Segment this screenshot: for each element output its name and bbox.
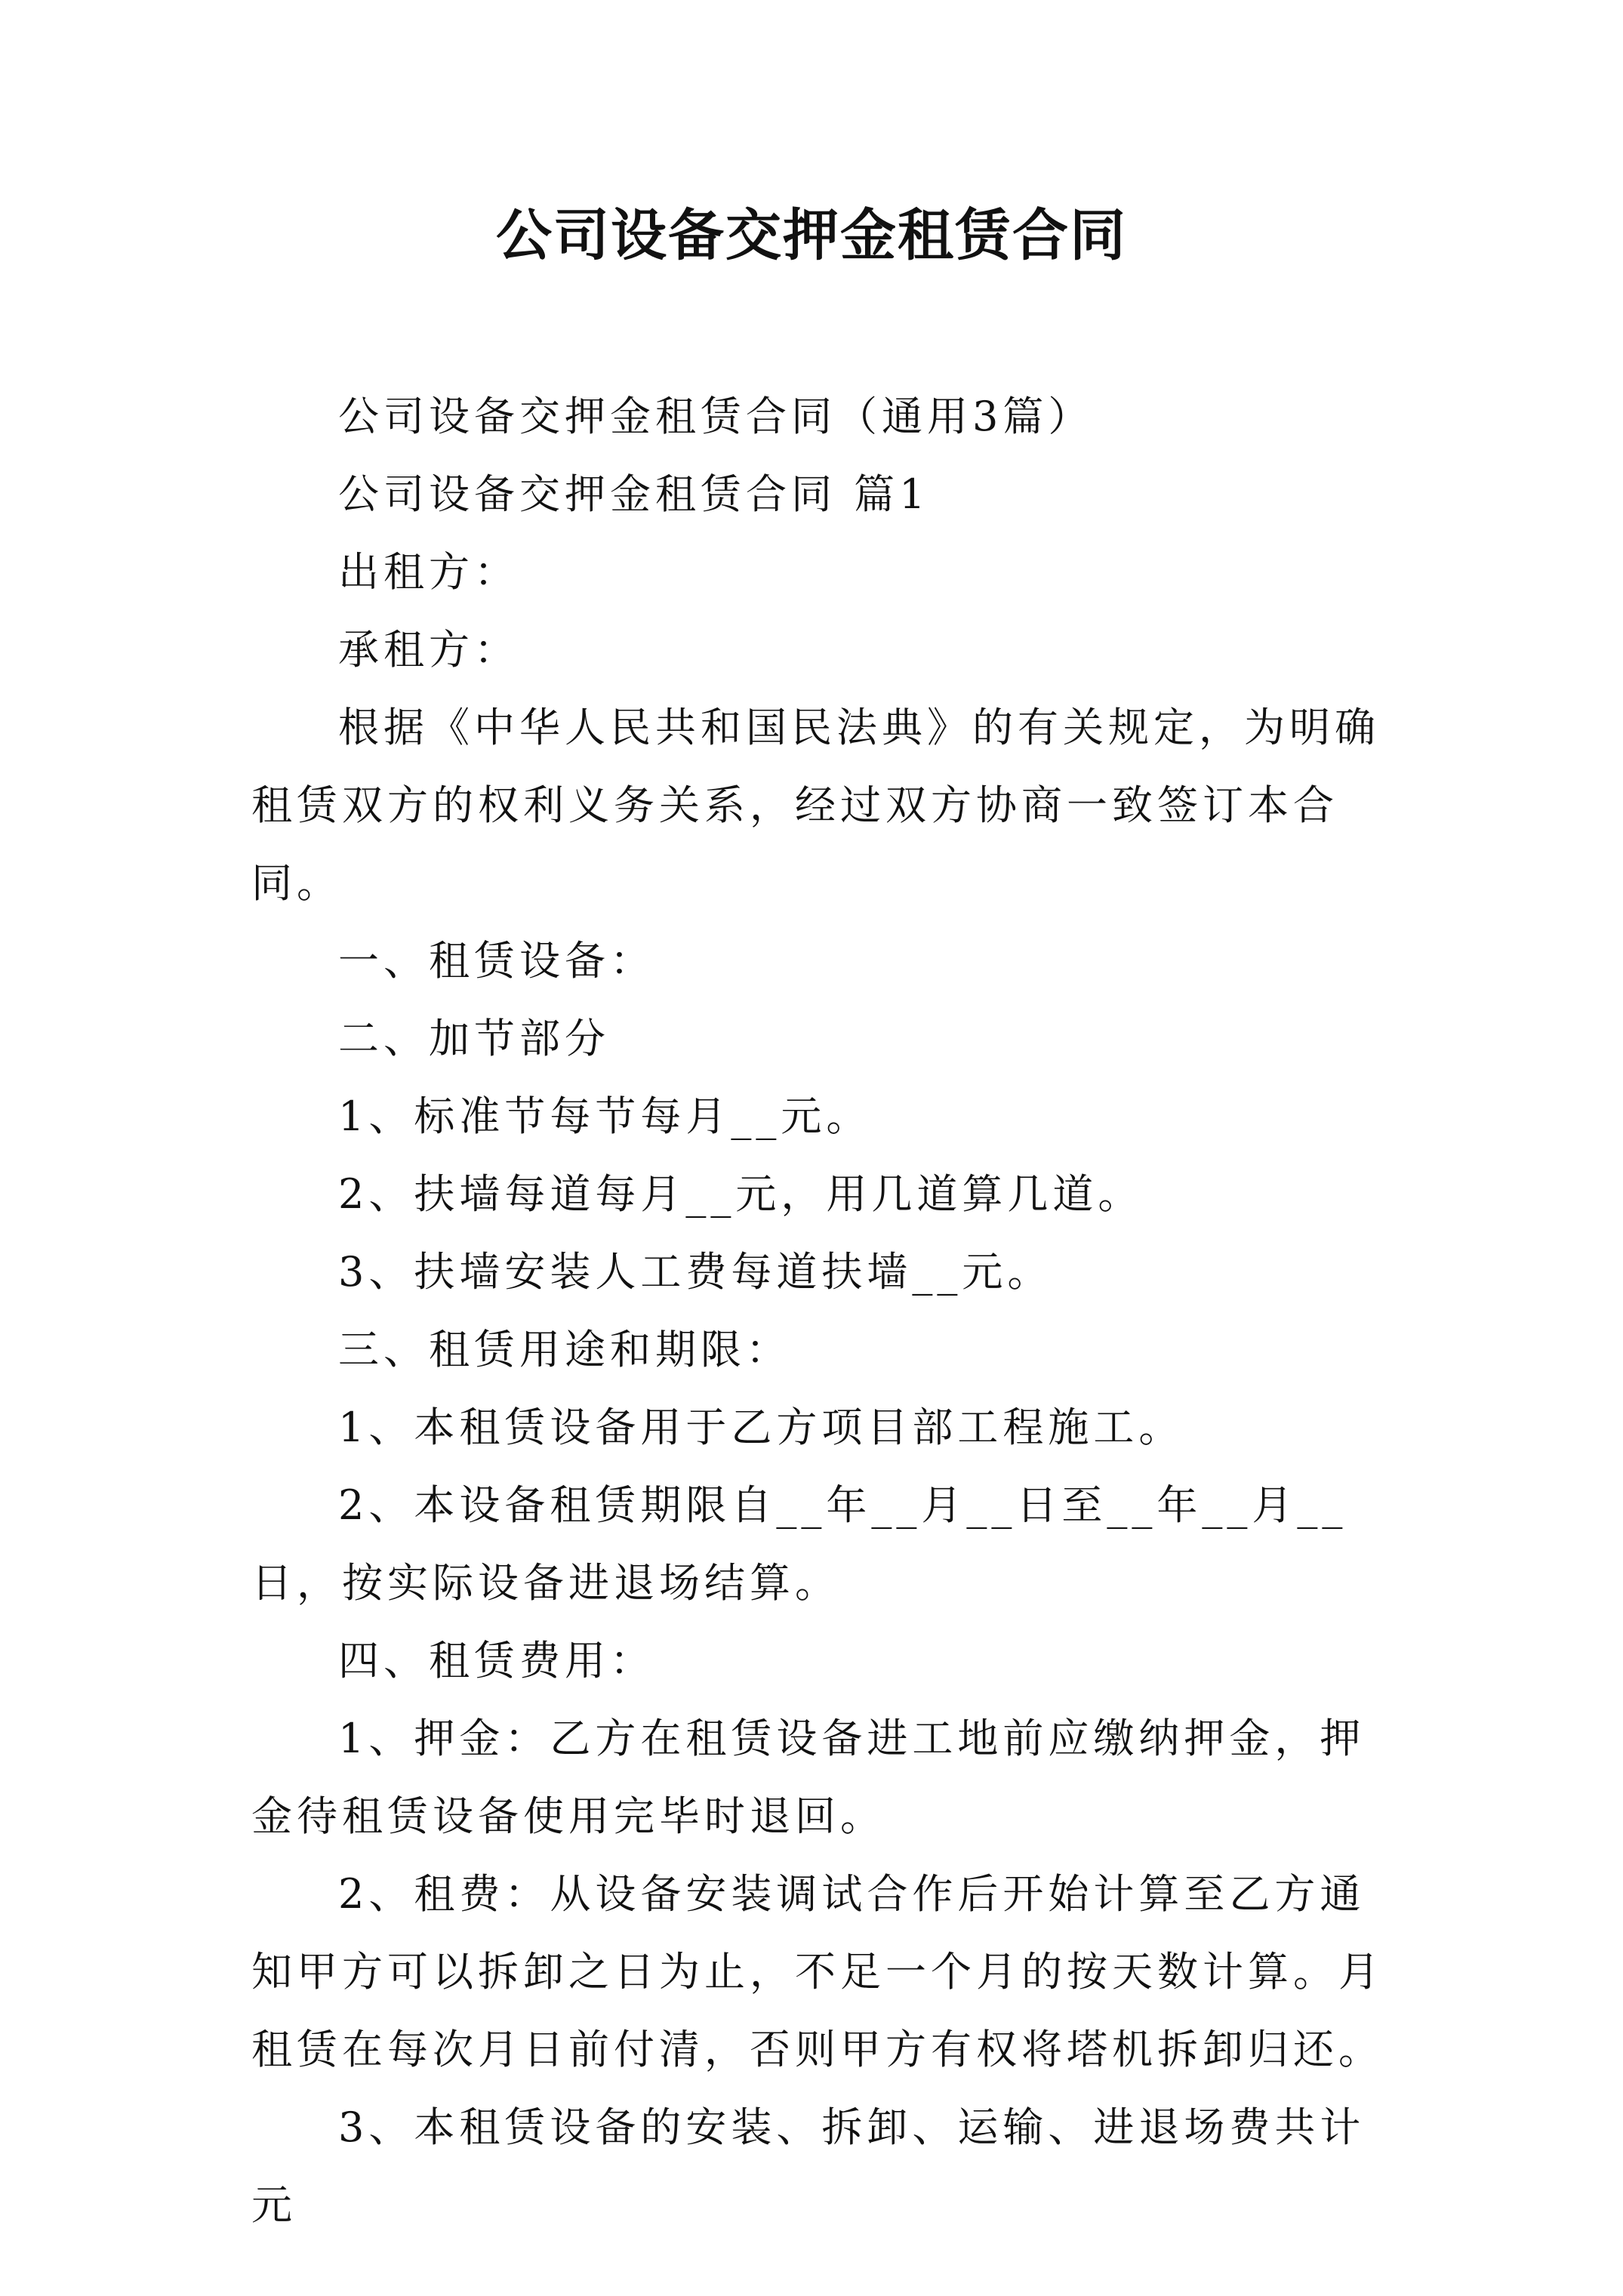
paragraph-clause-3-item-1: 1、本租赁设备用于乙方项目部工程施工。 [338,1404,1184,1451]
paragraph-clause-4: 四、租赁费用： [338,1637,655,1684]
paragraph-clause-4-item-1: 1、押金：乙方在租赁设备进工地前应缴纳押金，押金待租赁设备使用完毕时退回。 [251,1715,1366,1840]
paragraph-clause-3: 三、租赁用途和期限： [338,1326,791,1373]
paragraph-clause-4-item-3: 3、本租赁设备的安装、拆卸、运输、进退场费共计元 [251,2103,1366,2229]
paragraph-subtitle: 公司设备交押金租赁合同（通用3篇） [338,393,1094,440]
paragraph-clause-2-item-3: 3、扶墙安装人工费每道扶墙__元。 [338,1248,1053,1296]
paragraph-section-heading: 公司设备交押金租赁合同 篇1 [338,470,930,518]
document-body [251,378,1384,2244]
paragraph-clause-2: 二、加节部分 [338,1015,610,1062]
paragraph-clause-1: 一、租赁设备： [338,937,655,985]
paragraph-lessee: 承租方： [338,626,519,673]
paragraph-clause-4-item-2: 2、租费：从设备安装调试合作后开始计算至乙方通知甲方可以拆卸之日为止，不足一个月的按天数计算。月租赁在每次月日前付清，否则甲方有权将塔机拆卸归还。 [251,1870,1384,2073]
paragraph-preamble: 根据《中华人民共和国民法典》的有关规定，为明确租赁双方的权利义务关系，经过双方协商一致签订本合同。 [251,704,1380,907]
document-title: 公司设备交押金租赁合同 [496,203,1127,268]
paragraph-clause-3-item-2: 2、本设备租赁期限自__年__月__日至__年__月__日，按实际设备进退场结算。 [251,1481,1347,1607]
paragraph-clause-2-item-2: 2、扶墙每道每月__元，用几道算几道。 [338,1170,1144,1218]
paragraph-lessor: 出租方： [338,548,519,596]
paragraph-clause-2-item-1: 1、标准节每节每月__元。 [338,1093,872,1140]
